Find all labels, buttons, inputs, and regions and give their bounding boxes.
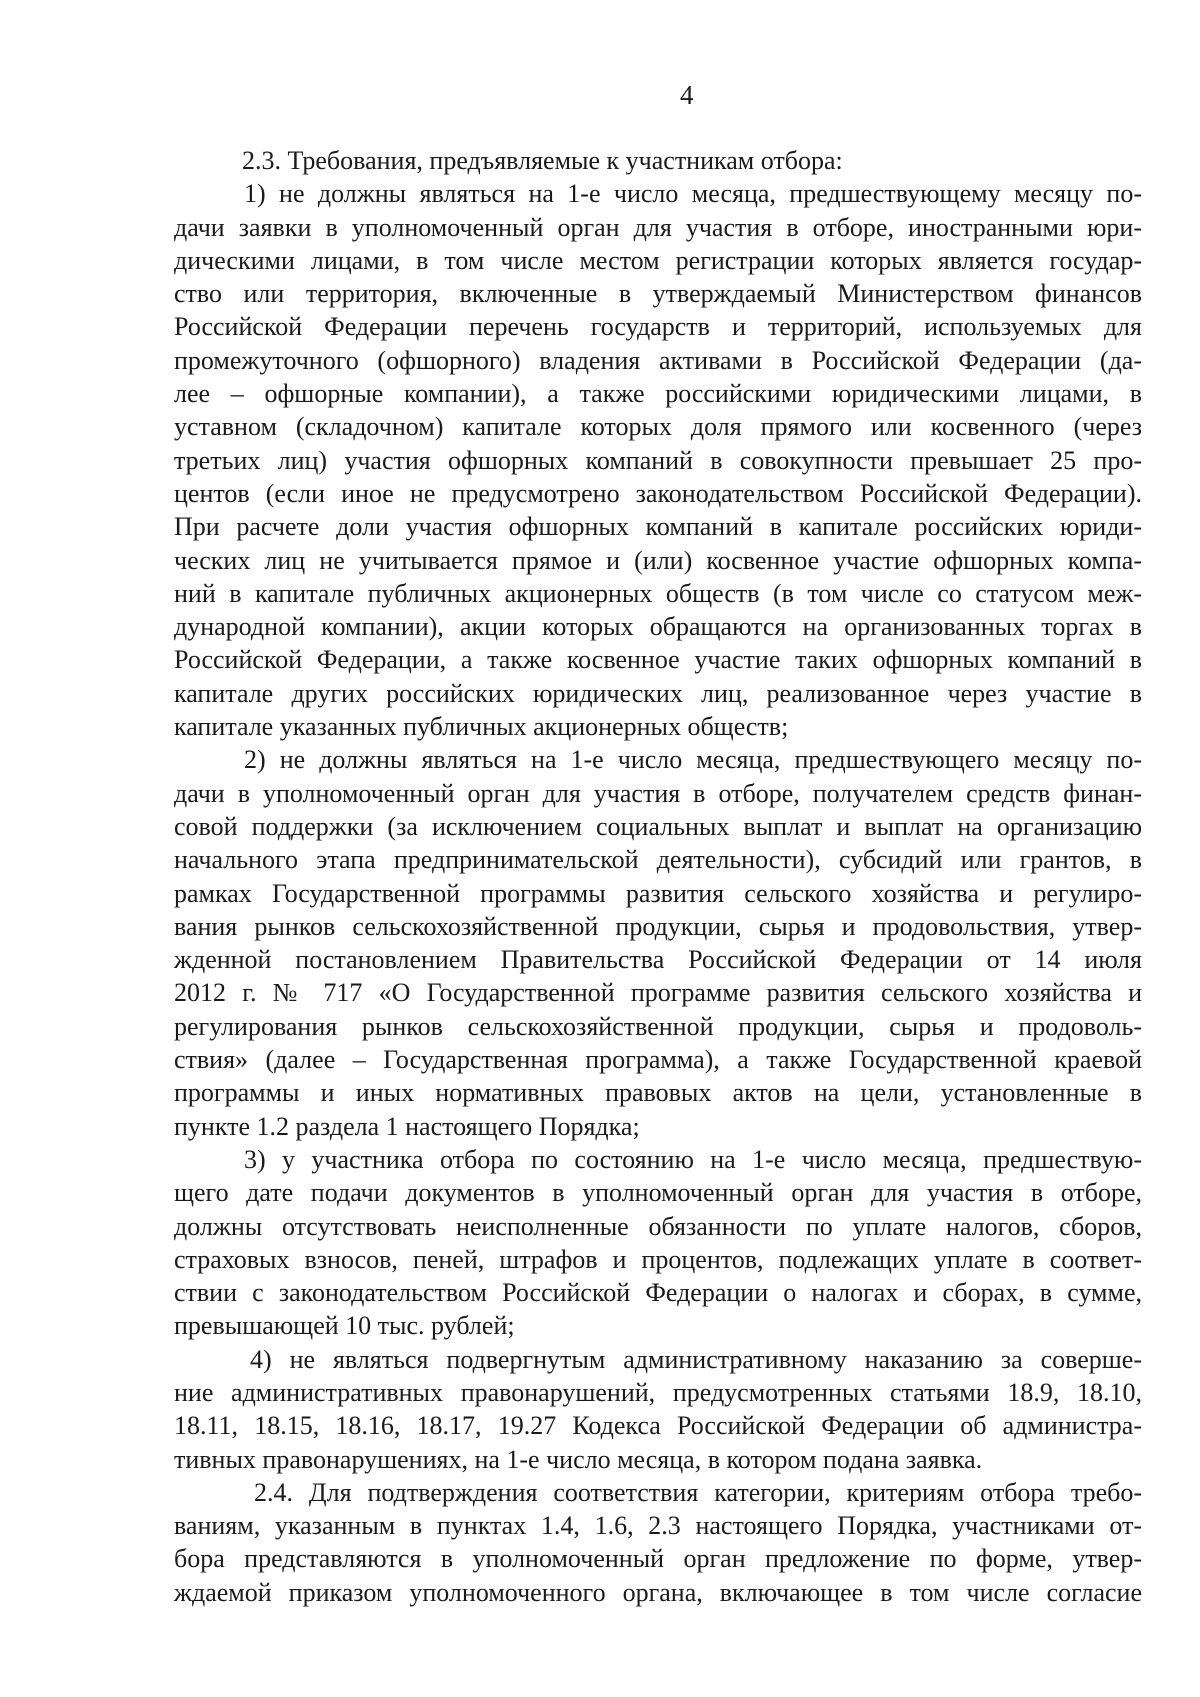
text-line: вания рынков сельскохозяйственной продукции, сырья и продовольствия, утвер-: [174, 911, 1142, 941]
text-line: 18.11, 18.15, 18.16, 18.17, 19.27 Кодекса Российской Федерации об администра-: [174, 1411, 1142, 1441]
text-line: дународной компании), акции которых обращаются на организованных торгах в: [174, 612, 1142, 642]
text-line: ство или территория, включенные в утверждаемый Министерством финансов: [174, 279, 1142, 309]
text-line: дачи заявки в уполномоченный орган для участия в отборе, иностранными юри-: [174, 212, 1142, 242]
text-line: тивных правонарушениях, на 1-е число месяца, в котором подана заявка.: [174, 1444, 983, 1474]
text-line: капитале других российских юридических лиц, реализованное через участие в: [174, 678, 1142, 708]
text-line: рамках Государственной программы развития сельского хозяйства и регулиро-: [174, 878, 1142, 908]
text-line: ствии с законодательством Российской Федерации о налогах и сборах, в сумме,: [174, 1278, 1142, 1308]
text-line: 2) не должны являться на 1-е число месяца, предшествующего месяцу по-: [244, 745, 1142, 775]
text-line: должны отсутствовать неисполненные обязанности по уплате налогов, сборов,: [174, 1211, 1142, 1241]
text-line: 4) не являться подвергнутым административному наказанию за соверше-: [250, 1344, 1142, 1374]
text-line: бора представляются в уполномоченный орган предложение по форме, утвер-: [174, 1544, 1142, 1574]
text-line: ствия» (далее – Государственная программа), а также Государственной краевой: [174, 1045, 1142, 1075]
text-line: ждаемой приказом уполномоченного органа, включающее в том числе согласие: [174, 1577, 1142, 1607]
text-line: промежуточного (офшорного) владения активами в Российской Федерации (да-: [174, 345, 1142, 375]
text-line: регулирования рынков сельскохозяйственной продукции, сырья и продоволь-: [174, 1011, 1142, 1041]
text-line: центов (если иное не предусмотрено законодательством Российской Федерации).: [174, 478, 1142, 508]
text-line: ние административных правонарушений, предусмотренных статьями 18.9, 18.10,: [174, 1377, 1142, 1407]
text-line: капитале указанных публичных акционерных обществ;: [174, 712, 789, 742]
text-line: лее – офшорные компании), а также российскими юридическими лицами, в: [174, 379, 1142, 409]
text-line: дачи в уполномоченный орган для участия в отборе, получателем средств финан-: [174, 778, 1142, 808]
text-line: 2012 г. № 717 «О Государственной программе развития сельского хозяйства и: [174, 978, 1142, 1008]
text-line: 2.4. Для подтверждения соответствия категории, критериям отбора требо-: [254, 1477, 1142, 1507]
text-line: третьих лиц) участия офшорных компаний в совокупности превышает 25 про-: [174, 445, 1142, 475]
text-line: При расчете доли участия офшорных компаний в капитале российских юриди-: [174, 512, 1142, 542]
page-number: 4: [680, 80, 694, 110]
document-body: [174, 144, 1142, 1609]
text-line: 1) не должны являться на 1-е число месяца, предшествующему месяцу по-: [244, 179, 1142, 209]
text-line: щего дате подачи документов в уполномоченный орган для участия в отборе,: [174, 1178, 1142, 1208]
text-line: совой поддержки (за исключением социальных выплат и выплат на организацию: [174, 811, 1142, 841]
text-line: ний в капитале публичных акционерных обществ (в том числе со статусом меж-: [174, 578, 1142, 608]
text-line: превышающей 10 тыс. рублей;: [174, 1311, 515, 1341]
text-line: Российской Федерации, а также косвенное участие таких офшорных компаний в: [174, 645, 1142, 675]
text-line: программы и иных нормативных правовых актов на цели, установленные в: [174, 1078, 1142, 1108]
text-line: начального этапа предпринимательской деятельности), субсидий или грантов, в: [174, 845, 1142, 875]
text-line: пункте 1.2 раздела 1 настоящего Порядка;: [174, 1111, 640, 1141]
text-line: 3) у участника отбора по состоянию на 1-е число месяца, предшествую-: [244, 1144, 1142, 1174]
text-line: уставном (складочном) капитале которых доля прямого или косвенного (через: [174, 412, 1142, 442]
text-line: жденной постановлением Правительства Российской Федерации от 14 июля: [174, 945, 1142, 975]
text-line: ческих лиц не учитывается прямое и (или) косвенное участие офшорных компа-: [174, 545, 1142, 575]
text-line: страховых взносов, пеней, штрафов и процентов, подлежащих уплате в соответ-: [174, 1244, 1142, 1274]
text-line: 2.3. Требования, предъявляемые к участникам отбора:: [242, 146, 843, 175]
text-line: Российской Федерации перечень государств и территорий, используемых для: [174, 312, 1142, 342]
text-line: ваниям, указанным в пунктах 1.4, 1.6, 2.3 настоящего Порядка, участниками от-: [174, 1511, 1142, 1541]
text-line: дическими лицами, в том числе местом регистрации которых является государ-: [174, 245, 1142, 275]
